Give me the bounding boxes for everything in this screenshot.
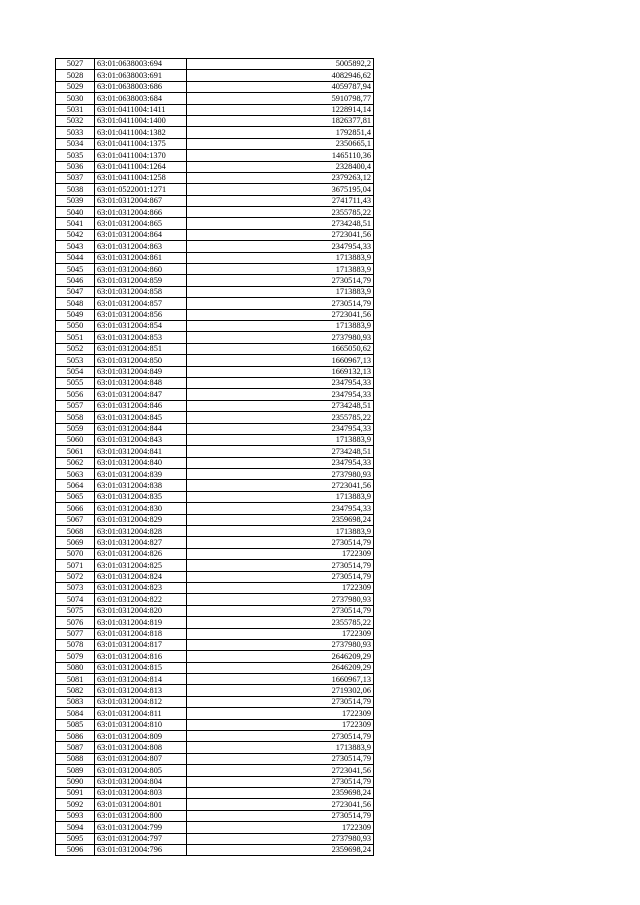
cadastral-number: 63:01:0312004:809 — [95, 731, 187, 742]
cadastral-value: 1792851,4 — [187, 127, 374, 138]
cadastral-number: 63:01:0312004:851 — [95, 343, 187, 354]
cadastral-value: 2730514,79 — [187, 696, 374, 707]
row-number: 5089 — [56, 765, 95, 776]
cadastral-number: 63:01:0312004:814 — [95, 674, 187, 685]
cadastral-value: 1660967,13 — [187, 674, 374, 685]
cadastral-value: 2347954,33 — [187, 377, 374, 388]
table-row — [56, 844, 374, 855]
row-number: 5073 — [56, 582, 95, 593]
cadastral-number: 63:01:0312004:846 — [95, 400, 187, 411]
row-number: 5084 — [56, 708, 95, 719]
table-row — [56, 104, 374, 115]
row-number: 5039 — [56, 195, 95, 206]
table-row — [56, 719, 374, 730]
cadastral-value: 1228914,14 — [187, 104, 374, 115]
cadastral-number: 63:01:0638003:691 — [95, 70, 187, 81]
cadastral-value: 2730514,79 — [187, 275, 374, 286]
cadastral-value: 2737980,93 — [187, 469, 374, 480]
cadastral-value: 2355785,22 — [187, 617, 374, 628]
cadastral-value: 2737980,93 — [187, 639, 374, 650]
cadastral-number: 63:01:0638003:686 — [95, 81, 187, 92]
cadastral-value: 2730514,79 — [187, 571, 374, 582]
cadastral-value: 2359698,24 — [187, 788, 374, 799]
cadastral-value: 1713883,9 — [187, 286, 374, 297]
row-number: 5087 — [56, 742, 95, 753]
row-number: 5074 — [56, 594, 95, 605]
row-number: 5070 — [56, 548, 95, 559]
cadastral-number: 63:01:0312004:843 — [95, 434, 187, 445]
row-number: 5045 — [56, 264, 95, 275]
cadastral-value: 2737980,93 — [187, 594, 374, 605]
cadastral-value: 1713883,9 — [187, 264, 374, 275]
row-number: 5093 — [56, 810, 95, 821]
table-body — [56, 59, 374, 856]
table-row — [56, 195, 374, 206]
table-row — [56, 138, 374, 149]
row-number: 5066 — [56, 503, 95, 514]
cadastral-number: 63:01:0312004:861 — [95, 252, 187, 263]
cadastral-number: 63:01:0312004:849 — [95, 366, 187, 377]
table-row — [56, 469, 374, 480]
cadastral-value: 1465110,36 — [187, 150, 374, 161]
cadastral-number: 63:01:0312004:812 — [95, 696, 187, 707]
cadastral-value: 2723041,56 — [187, 765, 374, 776]
cadastral-value: 2359698,24 — [187, 844, 374, 855]
cadastral-number: 63:01:0312004:800 — [95, 810, 187, 821]
cadastral-number: 63:01:0312004:796 — [95, 844, 187, 855]
cadastral-number: 63:01:0312004:835 — [95, 491, 187, 502]
cadastral-value: 2737980,93 — [187, 833, 374, 844]
table-row — [56, 252, 374, 263]
cadastral-value: 1722309 — [187, 582, 374, 593]
row-number: 5035 — [56, 150, 95, 161]
table-row — [56, 184, 374, 195]
row-number: 5047 — [56, 286, 95, 297]
cadastral-number: 63:01:0312004:853 — [95, 332, 187, 343]
table-row — [56, 229, 374, 240]
cadastral-number: 63:01:0312004:797 — [95, 833, 187, 844]
table-row — [56, 377, 374, 388]
table-row — [56, 594, 374, 605]
cadastral-number: 63:01:0312004:823 — [95, 582, 187, 593]
cadastral-number: 63:01:0312004:845 — [95, 412, 187, 423]
cadastral-value: 1722309 — [187, 822, 374, 833]
table-row — [56, 320, 374, 331]
row-number: 5075 — [56, 605, 95, 616]
row-number: 5072 — [56, 571, 95, 582]
row-number: 5078 — [56, 639, 95, 650]
cadastral-value: 2723041,56 — [187, 309, 374, 320]
row-number: 5069 — [56, 537, 95, 548]
cadastral-number: 63:01:0312004:854 — [95, 320, 187, 331]
cadastral-value: 4082946,62 — [187, 70, 374, 81]
row-number: 5086 — [56, 731, 95, 742]
cadastral-number: 63:01:0411004:1382 — [95, 127, 187, 138]
row-number: 5062 — [56, 457, 95, 468]
table-row — [56, 115, 374, 126]
cadastral-number: 63:01:0312004:799 — [95, 822, 187, 833]
cadastral-number: 63:01:0312004:840 — [95, 457, 187, 468]
table-row — [56, 286, 374, 297]
table-row — [56, 81, 374, 92]
cadastral-value: 2730514,79 — [187, 605, 374, 616]
cadastral-number: 63:01:0312004:827 — [95, 537, 187, 548]
table-row — [56, 560, 374, 571]
cadastral-value: 2347954,33 — [187, 457, 374, 468]
table-row — [56, 674, 374, 685]
cadastral-number: 63:01:0411004:1258 — [95, 172, 187, 183]
cadastral-number: 63:01:0312004:808 — [95, 742, 187, 753]
table-row — [56, 70, 374, 81]
cadastral-value: 2734248,51 — [187, 400, 374, 411]
cadastral-number: 63:01:0638003:694 — [95, 59, 187, 70]
cadastral-value: 1713883,9 — [187, 434, 374, 445]
table-row — [56, 264, 374, 275]
table-row — [56, 355, 374, 366]
row-number: 5082 — [56, 685, 95, 696]
row-number: 5088 — [56, 753, 95, 764]
cadastral-value: 1826377,81 — [187, 115, 374, 126]
cadastral-value: 2347954,33 — [187, 389, 374, 400]
cadastral-value: 2379263,12 — [187, 172, 374, 183]
row-number: 5032 — [56, 115, 95, 126]
cadastral-number: 63:01:0312004:860 — [95, 264, 187, 275]
cadastral-value: 1722309 — [187, 548, 374, 559]
table-row — [56, 708, 374, 719]
row-number: 5071 — [56, 560, 95, 571]
row-number: 5092 — [56, 799, 95, 810]
table-row — [56, 59, 374, 70]
cadastral-number: 63:01:0312004:865 — [95, 218, 187, 229]
cadastral-value: 2734248,51 — [187, 218, 374, 229]
cadastral-number: 63:01:0312004:807 — [95, 753, 187, 764]
cadastral-value: 2730514,79 — [187, 776, 374, 787]
row-number: 5053 — [56, 355, 95, 366]
row-number: 5058 — [56, 412, 95, 423]
cadastral-value: 1713883,9 — [187, 320, 374, 331]
cadastral-number: 63:01:0312004:825 — [95, 560, 187, 571]
row-number: 5061 — [56, 446, 95, 457]
cadastral-number: 63:01:0312004:826 — [95, 548, 187, 559]
cadastral-value: 2723041,56 — [187, 229, 374, 240]
cadastral-number: 63:01:0411004:1411 — [95, 104, 187, 115]
row-number: 5054 — [56, 366, 95, 377]
table-row — [56, 275, 374, 286]
row-number: 5048 — [56, 298, 95, 309]
row-number: 5064 — [56, 480, 95, 491]
table-row — [56, 662, 374, 673]
row-number: 5037 — [56, 172, 95, 183]
cadastral-value: 1713883,9 — [187, 742, 374, 753]
table-row — [56, 127, 374, 138]
cadastral-number: 63:01:0312004:847 — [95, 389, 187, 400]
row-number: 5033 — [56, 127, 95, 138]
table-row — [56, 241, 374, 252]
cadastral-value: 5005892,2 — [187, 59, 374, 70]
cadastral-value: 1722309 — [187, 708, 374, 719]
table-row — [56, 799, 374, 810]
table-row — [56, 457, 374, 468]
cadastral-number: 63:01:0312004:817 — [95, 639, 187, 650]
row-number: 5028 — [56, 70, 95, 81]
cadastral-number: 63:01:0312004:805 — [95, 765, 187, 776]
row-number: 5043 — [56, 241, 95, 252]
table-row — [56, 776, 374, 787]
row-number: 5059 — [56, 423, 95, 434]
cadastral-number: 63:01:0312004:841 — [95, 446, 187, 457]
table-row — [56, 753, 374, 764]
row-number: 5057 — [56, 400, 95, 411]
cadastral-value: 1665050,62 — [187, 343, 374, 354]
table-row — [56, 480, 374, 491]
table-row — [56, 617, 374, 628]
row-number: 5079 — [56, 651, 95, 662]
row-number: 5094 — [56, 822, 95, 833]
row-number: 5044 — [56, 252, 95, 263]
row-number: 5096 — [56, 844, 95, 855]
row-number: 5060 — [56, 434, 95, 445]
cadastral-value: 4059787,94 — [187, 81, 374, 92]
cadastral-value: 2723041,56 — [187, 799, 374, 810]
cadastral-value: 2723041,56 — [187, 480, 374, 491]
cadastral-number: 63:01:0312004:804 — [95, 776, 187, 787]
table-row — [56, 309, 374, 320]
table-row — [56, 605, 374, 616]
table-row — [56, 651, 374, 662]
table-row — [56, 434, 374, 445]
table-row — [56, 389, 374, 400]
cadastral-value: 3675195,04 — [187, 184, 374, 195]
cadastral-number: 63:01:0312004:801 — [95, 799, 187, 810]
row-number: 5049 — [56, 309, 95, 320]
table-row — [56, 628, 374, 639]
cadastral-number: 63:01:0312004:866 — [95, 207, 187, 218]
cadastral-number: 63:01:0312004:864 — [95, 229, 187, 240]
row-number: 5076 — [56, 617, 95, 628]
cadastral-number: 63:01:0312004:857 — [95, 298, 187, 309]
table-row — [56, 491, 374, 502]
cadastral-value: 2730514,79 — [187, 560, 374, 571]
cadastral-number: 63:01:0411004:1375 — [95, 138, 187, 149]
table-row — [56, 343, 374, 354]
row-number: 5063 — [56, 469, 95, 480]
row-number: 5091 — [56, 788, 95, 799]
row-number: 5067 — [56, 514, 95, 525]
cadastral-number: 63:01:0312004:813 — [95, 685, 187, 696]
table-row — [56, 298, 374, 309]
row-number: 5083 — [56, 696, 95, 707]
table-row — [56, 218, 374, 229]
cadastral-number: 63:01:0312004:820 — [95, 605, 187, 616]
row-number: 5036 — [56, 161, 95, 172]
cadastral-value: 2730514,79 — [187, 810, 374, 821]
cadastral-number: 63:01:0312004:818 — [95, 628, 187, 639]
cadastral-number: 63:01:0312004:839 — [95, 469, 187, 480]
row-number: 5090 — [56, 776, 95, 787]
row-number: 5077 — [56, 628, 95, 639]
cadastral-value: 1669132,13 — [187, 366, 374, 377]
row-number: 5040 — [56, 207, 95, 218]
table-row — [56, 400, 374, 411]
table-row — [56, 332, 374, 343]
table-row — [56, 548, 374, 559]
row-number: 5029 — [56, 81, 95, 92]
table-row — [56, 833, 374, 844]
table-row — [56, 446, 374, 457]
data-table — [55, 58, 374, 856]
cadastral-number: 63:01:0411004:1370 — [95, 150, 187, 161]
cadastral-value: 2730514,79 — [187, 731, 374, 742]
cadastral-value: 1722309 — [187, 719, 374, 730]
table-row — [56, 788, 374, 799]
cadastral-number: 63:01:0312004:863 — [95, 241, 187, 252]
cadastral-number: 63:01:0312004:850 — [95, 355, 187, 366]
cadastral-value: 2730514,79 — [187, 298, 374, 309]
cadastral-number: 63:01:0638003:684 — [95, 93, 187, 104]
cadastral-value: 2646209,29 — [187, 662, 374, 673]
cadastral-value: 2734248,51 — [187, 446, 374, 457]
cadastral-number: 63:01:0312004:815 — [95, 662, 187, 673]
cadastral-value: 2347954,33 — [187, 241, 374, 252]
cadastral-value: 2355785,22 — [187, 207, 374, 218]
table-row — [56, 172, 374, 183]
cadastral-number: 63:01:0522001:1271 — [95, 184, 187, 195]
table-row — [56, 582, 374, 593]
row-number: 5034 — [56, 138, 95, 149]
row-number: 5050 — [56, 320, 95, 331]
cadastral-number: 63:01:0312004:803 — [95, 788, 187, 799]
cadastral-value: 2355785,22 — [187, 412, 374, 423]
row-number: 5080 — [56, 662, 95, 673]
cadastral-value: 2737980,93 — [187, 332, 374, 343]
table-row — [56, 514, 374, 525]
row-number: 5081 — [56, 674, 95, 685]
row-number: 5042 — [56, 229, 95, 240]
table-row — [56, 731, 374, 742]
row-number: 5041 — [56, 218, 95, 229]
table-row — [56, 571, 374, 582]
table-row — [56, 537, 374, 548]
cadastral-number: 63:01:0312004:811 — [95, 708, 187, 719]
row-number: 5056 — [56, 389, 95, 400]
row-number: 5085 — [56, 719, 95, 730]
cadastral-number: 63:01:0312004:844 — [95, 423, 187, 434]
table-row — [56, 526, 374, 537]
table-row — [56, 423, 374, 434]
row-number: 5051 — [56, 332, 95, 343]
row-number: 5065 — [56, 491, 95, 502]
cadastral-value: 2328400,4 — [187, 161, 374, 172]
table-row — [56, 93, 374, 104]
cadastral-number: 63:01:0312004:856 — [95, 309, 187, 320]
cadastral-value: 2347954,33 — [187, 423, 374, 434]
cadastral-number: 63:01:0312004:824 — [95, 571, 187, 582]
row-number: 5055 — [56, 377, 95, 388]
cadastral-value: 2359698,24 — [187, 514, 374, 525]
row-number: 5095 — [56, 833, 95, 844]
table-row — [56, 765, 374, 776]
row-number: 5052 — [56, 343, 95, 354]
cadastral-value: 5910798,77 — [187, 93, 374, 104]
cadastral-value: 2350665,1 — [187, 138, 374, 149]
row-number: 5068 — [56, 526, 95, 537]
cadastral-value: 2719302,06 — [187, 685, 374, 696]
cadastral-value: 1713883,9 — [187, 252, 374, 263]
cadastral-number: 63:01:0411004:1264 — [95, 161, 187, 172]
cadastral-value: 2646209,29 — [187, 651, 374, 662]
cadastral-number: 63:01:0312004:810 — [95, 719, 187, 730]
table-row — [56, 822, 374, 833]
cadastral-number: 63:01:0411004:1400 — [95, 115, 187, 126]
cadastral-number: 63:01:0312004:828 — [95, 526, 187, 537]
table-row — [56, 366, 374, 377]
row-number: 5046 — [56, 275, 95, 286]
cadastral-number: 63:01:0312004:859 — [95, 275, 187, 286]
table-row — [56, 503, 374, 514]
cadastral-value: 1660967,13 — [187, 355, 374, 366]
cadastral-value: 1713883,9 — [187, 526, 374, 537]
row-number: 5031 — [56, 104, 95, 115]
table-row — [56, 742, 374, 753]
cadastral-value: 2730514,79 — [187, 753, 374, 764]
row-number: 5030 — [56, 93, 95, 104]
table-row — [56, 696, 374, 707]
table-row — [56, 161, 374, 172]
cadastral-number: 63:01:0312004:819 — [95, 617, 187, 628]
cadastral-number: 63:01:0312004:830 — [95, 503, 187, 514]
cadastral-value: 2347954,33 — [187, 503, 374, 514]
cadastral-number: 63:01:0312004:822 — [95, 594, 187, 605]
table-row — [56, 685, 374, 696]
table-row — [56, 207, 374, 218]
cadastral-number: 63:01:0312004:829 — [95, 514, 187, 525]
cadastral-value: 2730514,79 — [187, 537, 374, 548]
cadastral-number: 63:01:0312004:858 — [95, 286, 187, 297]
table-row — [56, 810, 374, 821]
table-row — [56, 412, 374, 423]
row-number: 5038 — [56, 184, 95, 195]
table-row — [56, 150, 374, 161]
cadastral-value: 1722309 — [187, 628, 374, 639]
cadastral-number: 63:01:0312004:848 — [95, 377, 187, 388]
cadastral-number: 63:01:0312004:867 — [95, 195, 187, 206]
cadastral-value: 2741711,43 — [187, 195, 374, 206]
table-row — [56, 639, 374, 650]
row-number: 5027 — [56, 59, 95, 70]
cadastral-number: 63:01:0312004:816 — [95, 651, 187, 662]
cadastral-value: 1713883,9 — [187, 491, 374, 502]
cadastral-number: 63:01:0312004:838 — [95, 480, 187, 491]
